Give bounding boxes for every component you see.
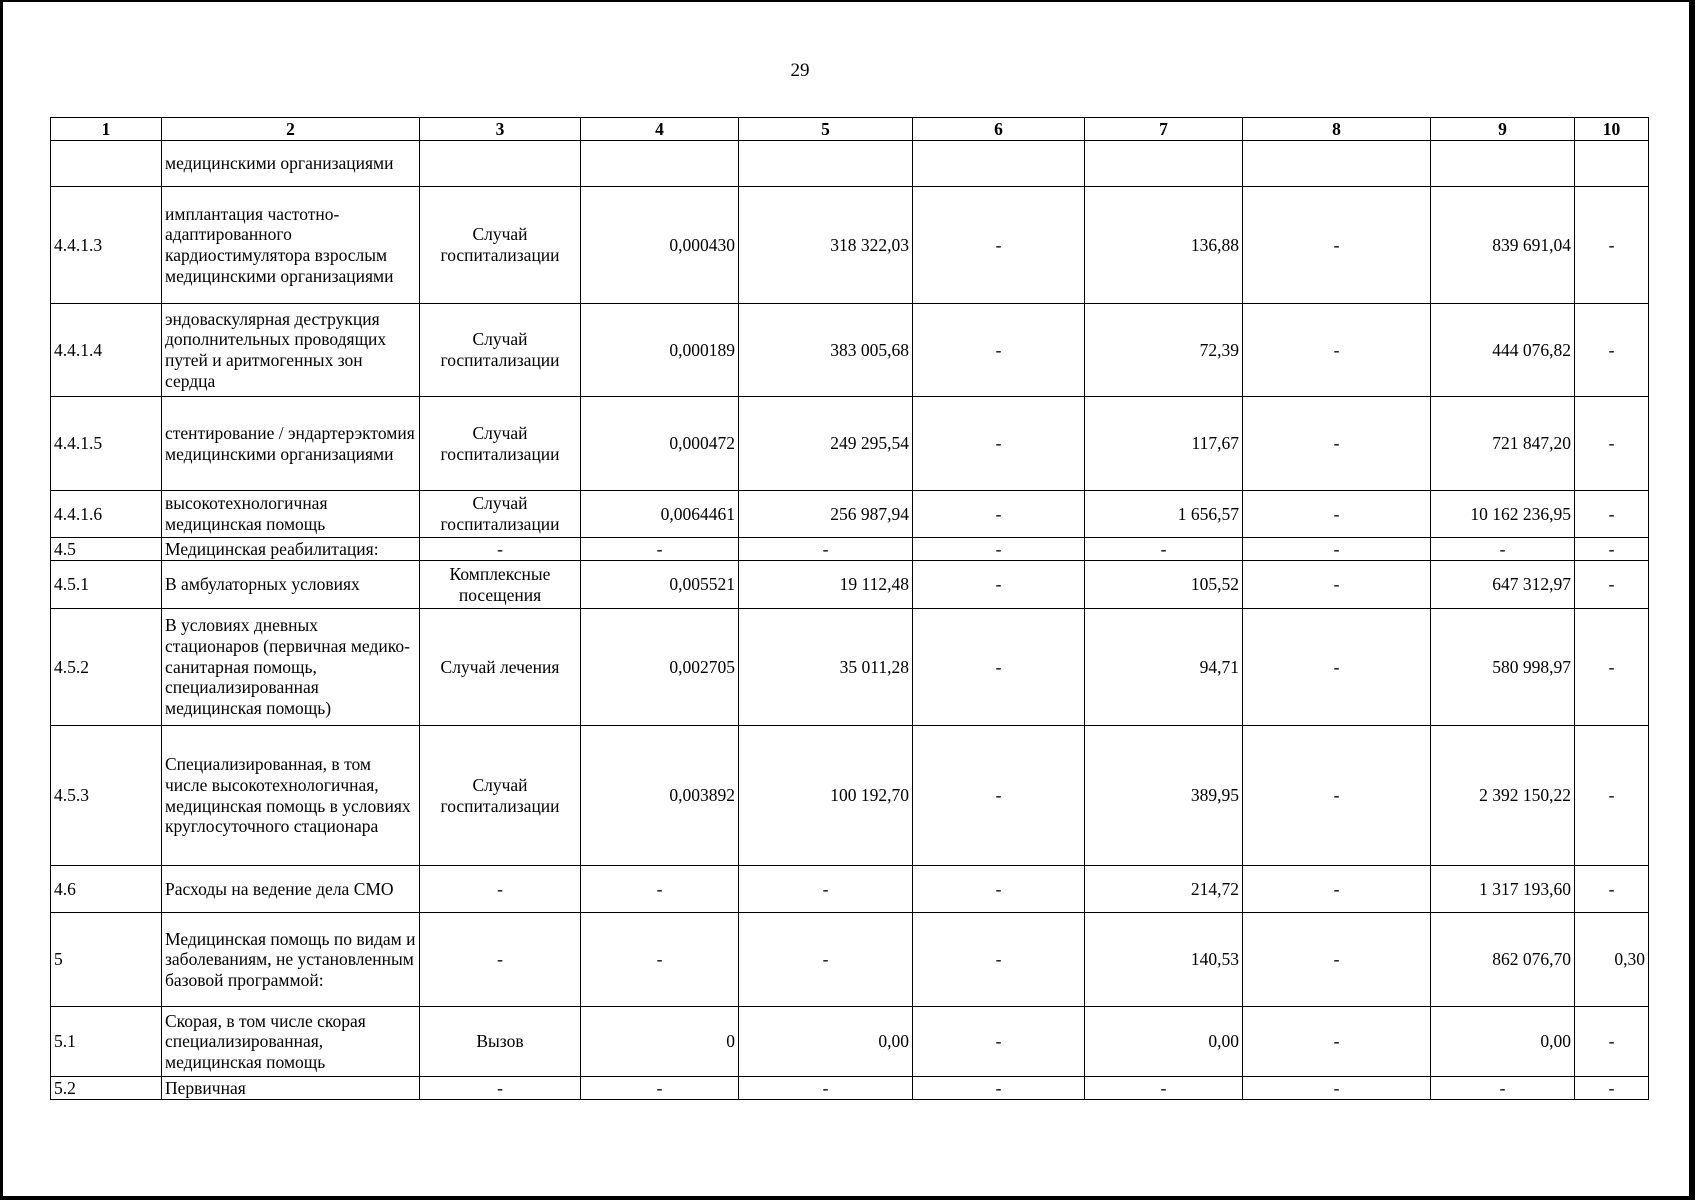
value-cell: 214,72 xyxy=(1085,866,1243,913)
row-description: эндоваскулярная деструкция дополнительных проводящих путей и аритмогенных зон сердца xyxy=(162,304,420,397)
value-cell: 1 656,57 xyxy=(1085,491,1243,538)
value-cell: - xyxy=(913,561,1085,609)
unit-cell: Случай госпитализации xyxy=(420,726,581,866)
value-cell: 136,88 xyxy=(1085,187,1243,304)
header-cell: 5 xyxy=(739,118,913,141)
value-cell: 249 295,54 xyxy=(739,397,913,491)
value-cell: - xyxy=(913,913,1085,1007)
value-cell: - xyxy=(1243,491,1431,538)
value-cell: - xyxy=(1575,1007,1649,1077)
value-cell: - xyxy=(581,538,739,561)
value-cell: - xyxy=(581,1077,739,1100)
row-description: Расходы на ведение дела СМО xyxy=(162,866,420,913)
row-code: 5.1 xyxy=(51,1007,162,1077)
row-description: медицинскими организациями xyxy=(162,141,420,187)
value-cell: - xyxy=(739,866,913,913)
header-cell: 2 xyxy=(162,118,420,141)
value-cell: - xyxy=(913,1077,1085,1100)
row-code: 4.4.1.3 xyxy=(51,187,162,304)
table-row xyxy=(51,561,1649,609)
unit-cell: Случай госпитализации xyxy=(420,304,581,397)
value-cell: - xyxy=(1431,538,1575,561)
value-cell: 0,0064461 xyxy=(581,491,739,538)
value-cell: 117,67 xyxy=(1085,397,1243,491)
scan-border-left xyxy=(0,0,3,1200)
header-cell: 1 xyxy=(51,118,162,141)
value-cell: - xyxy=(1575,397,1649,491)
value-cell: 2 392 150,22 xyxy=(1431,726,1575,866)
row-description: имплантация частотно-адаптированного кардиостимулятора взрослым медицинскими организациями xyxy=(162,187,420,304)
value-cell: - xyxy=(1243,187,1431,304)
value-cell: - xyxy=(1243,913,1431,1007)
value-cell: - xyxy=(1575,538,1649,561)
table-row xyxy=(51,913,1649,1007)
value-cell: 389,95 xyxy=(1085,726,1243,866)
unit-cell: - xyxy=(420,1077,581,1100)
value-cell: 140,53 xyxy=(1085,913,1243,1007)
value-cell: - xyxy=(1575,1077,1649,1100)
value-cell: 647 312,97 xyxy=(1431,561,1575,609)
value-cell: - xyxy=(1575,866,1649,913)
unit-cell: - xyxy=(420,913,581,1007)
value-cell xyxy=(1085,141,1243,187)
value-cell: 839 691,04 xyxy=(1431,187,1575,304)
value-cell: - xyxy=(739,913,913,1007)
row-code: 5.2 xyxy=(51,1077,162,1100)
row-description: Скорая, в том числе скорая специализированная, медицинская помощь xyxy=(162,1007,420,1077)
page-number: 29 xyxy=(790,60,810,81)
unit-cell: Случай госпитализации xyxy=(420,187,581,304)
value-cell: - xyxy=(581,866,739,913)
header-cell: 8 xyxy=(1243,118,1431,141)
unit-cell: Случай госпитализации xyxy=(420,397,581,491)
value-cell: - xyxy=(1575,187,1649,304)
row-code xyxy=(51,141,162,187)
row-code: 4.6 xyxy=(51,866,162,913)
value-cell: - xyxy=(913,491,1085,538)
value-cell: 72,39 xyxy=(1085,304,1243,397)
value-cell: - xyxy=(913,726,1085,866)
value-cell: 721 847,20 xyxy=(1431,397,1575,491)
value-cell: 0 xyxy=(581,1007,739,1077)
header-cell: 10 xyxy=(1575,118,1649,141)
value-cell: - xyxy=(913,397,1085,491)
table-row xyxy=(51,726,1649,866)
value-cell: 0,000189 xyxy=(581,304,739,397)
value-cell: - xyxy=(739,1077,913,1100)
value-cell: 0,00 xyxy=(1085,1007,1243,1077)
header-cell: 3 xyxy=(420,118,581,141)
value-cell xyxy=(1431,141,1575,187)
value-cell: - xyxy=(913,1007,1085,1077)
value-cell: 0,002705 xyxy=(581,609,739,726)
header-row xyxy=(51,118,1649,141)
table-row xyxy=(51,609,1649,726)
scan-border-bottom xyxy=(0,1196,1695,1200)
row-description: В амбулаторных условиях xyxy=(162,561,420,609)
value-cell: 580 998,97 xyxy=(1431,609,1575,726)
value-cell: 0,000430 xyxy=(581,187,739,304)
table-row xyxy=(51,1077,1649,1100)
value-cell: - xyxy=(913,304,1085,397)
table-row xyxy=(51,141,1649,187)
unit-cell: Случай лечения xyxy=(420,609,581,726)
value-cell xyxy=(581,141,739,187)
row-code: 4.4.1.6 xyxy=(51,491,162,538)
value-cell: - xyxy=(1085,1077,1243,1100)
unit-cell: Вызов xyxy=(420,1007,581,1077)
value-cell: 0,00 xyxy=(739,1007,913,1077)
table-row xyxy=(51,491,1649,538)
value-cell: 10 162 236,95 xyxy=(1431,491,1575,538)
value-cell: 0,005521 xyxy=(581,561,739,609)
value-cell: 19 112,48 xyxy=(739,561,913,609)
row-description: Медицинская реабилитация: xyxy=(162,538,420,561)
value-cell: 94,71 xyxy=(1085,609,1243,726)
value-cell: - xyxy=(1243,1007,1431,1077)
value-cell xyxy=(739,141,913,187)
scan-border-right xyxy=(1689,0,1695,1200)
value-cell: - xyxy=(913,538,1085,561)
table-row xyxy=(51,304,1649,397)
value-cell: - xyxy=(1243,726,1431,866)
value-cell xyxy=(1243,141,1431,187)
row-code: 4.4.1.4 xyxy=(51,304,162,397)
unit-cell: Комплексные посещения xyxy=(420,561,581,609)
value-cell: 383 005,68 xyxy=(739,304,913,397)
value-cell: 100 192,70 xyxy=(739,726,913,866)
value-cell: - xyxy=(1085,538,1243,561)
row-description: Первичная xyxy=(162,1077,420,1100)
value-cell: - xyxy=(1243,609,1431,726)
table-row xyxy=(51,538,1649,561)
value-cell: - xyxy=(1575,561,1649,609)
value-cell: - xyxy=(913,866,1085,913)
row-description: Специализированная, в том числе высокотехнологичная, медицинская помощь в условиях круглосуточного стационара xyxy=(162,726,420,866)
value-cell: 0,003892 xyxy=(581,726,739,866)
value-cell: - xyxy=(1243,304,1431,397)
table-row xyxy=(51,187,1649,304)
unit-cell: - xyxy=(420,538,581,561)
value-cell xyxy=(913,141,1085,187)
row-description: Медицинская помощь по видам и заболеваниям, не установленным базовой программой: xyxy=(162,913,420,1007)
value-cell: 1 317 193,60 xyxy=(1431,866,1575,913)
value-cell: 318 322,03 xyxy=(739,187,913,304)
value-cell: - xyxy=(1243,866,1431,913)
row-description: высокотехнологичная медицинская помощь xyxy=(162,491,420,538)
value-cell: - xyxy=(1243,1077,1431,1100)
table-row xyxy=(51,397,1649,491)
value-cell: 0,00 xyxy=(1431,1007,1575,1077)
value-cell: 256 987,94 xyxy=(739,491,913,538)
value-cell: 35 011,28 xyxy=(739,609,913,726)
row-code: 4.5 xyxy=(51,538,162,561)
value-cell: - xyxy=(1575,609,1649,726)
header-cell: 7 xyxy=(1085,118,1243,141)
value-cell: - xyxy=(1575,491,1649,538)
row-code: 4.5.3 xyxy=(51,726,162,866)
value-cell: 862 076,70 xyxy=(1431,913,1575,1007)
header-cell: 9 xyxy=(1431,118,1575,141)
value-cell: - xyxy=(1243,538,1431,561)
row-description: В условиях дневных стационаров (первичная медико-санитарная помощь, специализированная медицинская помощь) xyxy=(162,609,420,726)
value-cell: - xyxy=(913,609,1085,726)
value-cell: - xyxy=(739,538,913,561)
value-cell xyxy=(1575,141,1649,187)
table-row xyxy=(51,1007,1649,1077)
value-cell: - xyxy=(913,187,1085,304)
value-cell: 0,30 xyxy=(1575,913,1649,1007)
header-cell: 4 xyxy=(581,118,739,141)
value-cell: 0,000472 xyxy=(581,397,739,491)
value-cell: - xyxy=(1243,397,1431,491)
data-table xyxy=(50,117,1649,1100)
header-cell: 6 xyxy=(913,118,1085,141)
value-cell: - xyxy=(1431,1077,1575,1100)
scan-border-top xyxy=(0,0,1695,2)
unit-cell: Случай госпитализации xyxy=(420,491,581,538)
value-cell: - xyxy=(1575,726,1649,866)
row-code: 4.5.2 xyxy=(51,609,162,726)
row-code: 4.5.1 xyxy=(51,561,162,609)
unit-cell: - xyxy=(420,866,581,913)
value-cell: 105,52 xyxy=(1085,561,1243,609)
table-row xyxy=(51,866,1649,913)
value-cell: 444 076,82 xyxy=(1431,304,1575,397)
row-code: 4.4.1.5 xyxy=(51,397,162,491)
value-cell: - xyxy=(1243,561,1431,609)
value-cell: - xyxy=(581,913,739,1007)
unit-cell xyxy=(420,141,581,187)
value-cell: - xyxy=(1575,304,1649,397)
row-code: 5 xyxy=(51,913,162,1007)
row-description: стентирование / эндартерэктомия медицинскими организациями xyxy=(162,397,420,491)
